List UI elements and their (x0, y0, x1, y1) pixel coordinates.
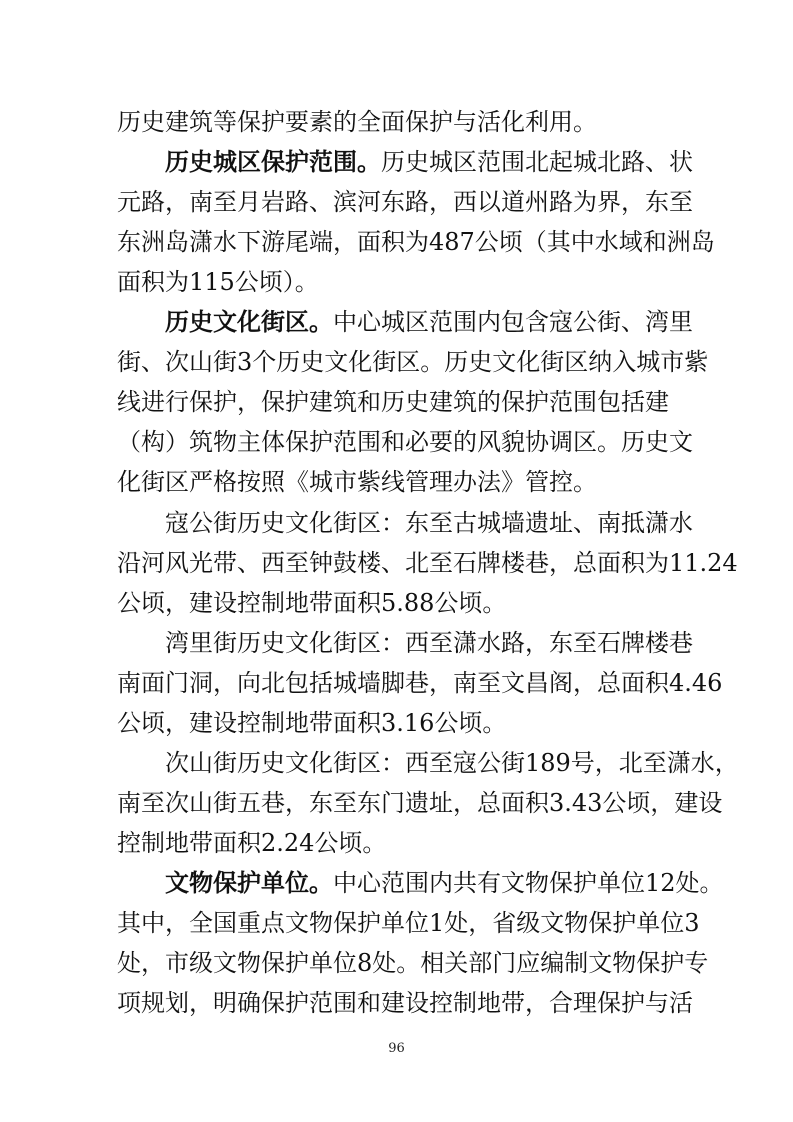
paragraph-wanli-street (0, 628, 793, 658)
text-line (0, 107, 793, 137)
text-line-content: （构）筑物主体保护范围和必要的风貌协调区。历史文 (117, 428, 693, 456)
text-line-content: 南至次山街五巷，东至东门遗址，总面积3.43公顷，建设 (117, 789, 723, 817)
text-line (0, 828, 793, 858)
text-line (0, 708, 793, 738)
text-line (0, 908, 793, 938)
section-heading-historic-city-area: 历史城区保护范围。 (165, 147, 381, 176)
text-line-content: 公顷，建设控制地带面积5.88公顷。 (117, 589, 507, 617)
text-line-content: 项规划，明确保护范围和建设控制地带，合理保护与活 (117, 989, 693, 1017)
text-line (0, 347, 793, 377)
text-line-content: 街、次山街3个历史文化街区。历史文化街区纳入城市紫 (117, 348, 709, 376)
text-line-content: 湾里街历史文化街区：西至潇水路，东至石牌楼巷 (165, 629, 693, 657)
text-line-content: 其中，全国重点文物保护单位1处，省级文物保护单位3 (117, 909, 700, 937)
text-line (0, 588, 793, 618)
text-line (0, 948, 793, 978)
text-line-content: 公顷，建设控制地带面积3.16公顷。 (117, 709, 507, 737)
text-line (0, 548, 793, 578)
paragraph-cultural-relics (0, 868, 793, 898)
text-line-content: 南面门洞，向北包括城墙脚巷，南至文昌阁，总面积4.46 (117, 669, 723, 697)
paragraph-cishan-street (0, 748, 793, 778)
text-line-content: 线进行保护，保护建筑和历史建筑的保护范围包括建 (117, 388, 669, 416)
text-line-content: 中心范围内共有文物保护单位12处。 (333, 869, 724, 897)
paragraph-historic-city-area (0, 147, 793, 177)
paragraph-historic-districts (0, 307, 793, 337)
text-line-content: 寇公街历史文化街区：东至古城墙遗址、南抵潇水 (165, 509, 693, 537)
text-line-content: 东洲岛潇水下游尾端，面积为487公顷（其中水域和洲岛 (117, 228, 715, 256)
text-line (0, 187, 793, 217)
text-line (0, 467, 793, 497)
text-line (0, 668, 793, 698)
text-line-content: 中心城区范围内包含寇公街、湾里 (333, 308, 693, 336)
text-line (0, 227, 793, 257)
text-line-content: 沿河风光带、西至钟鼓楼、北至石牌楼巷，总面积为11.24 (117, 549, 738, 577)
text-line (0, 267, 793, 297)
text-line-content: 元路，南至月岩路、滨河东路，西以道州路为界，东至 (117, 188, 693, 216)
text-line-content: 历史建筑等保护要素的全面保护与活化利用。 (117, 108, 597, 136)
text-line-content: 化街区严格按照《城市紫线管理办法》管控。 (117, 468, 597, 496)
paragraph-kougong-street (0, 508, 793, 538)
text-line-content: 次山街历史文化街区：西至寇公街189号，北至潇水， (165, 749, 739, 777)
text-line (0, 988, 793, 1018)
text-line (0, 427, 793, 457)
text-line-content: 处，市级文物保护单位8处。相关部门应编制文物保护专 (117, 949, 709, 977)
text-line-content: 控制地带面积2.24公顷。 (117, 829, 387, 857)
text-line-content: 历史城区范围北起城北路、状 (381, 148, 693, 176)
section-heading-historic-districts: 历史文化街区。 (165, 307, 333, 336)
text-line (0, 387, 793, 417)
page-number: 96 (388, 1041, 405, 1056)
text-line (0, 788, 793, 818)
section-heading-cultural-relics: 文物保护单位。 (165, 868, 333, 897)
text-line-content: 面积为115公顷）。 (117, 268, 319, 296)
